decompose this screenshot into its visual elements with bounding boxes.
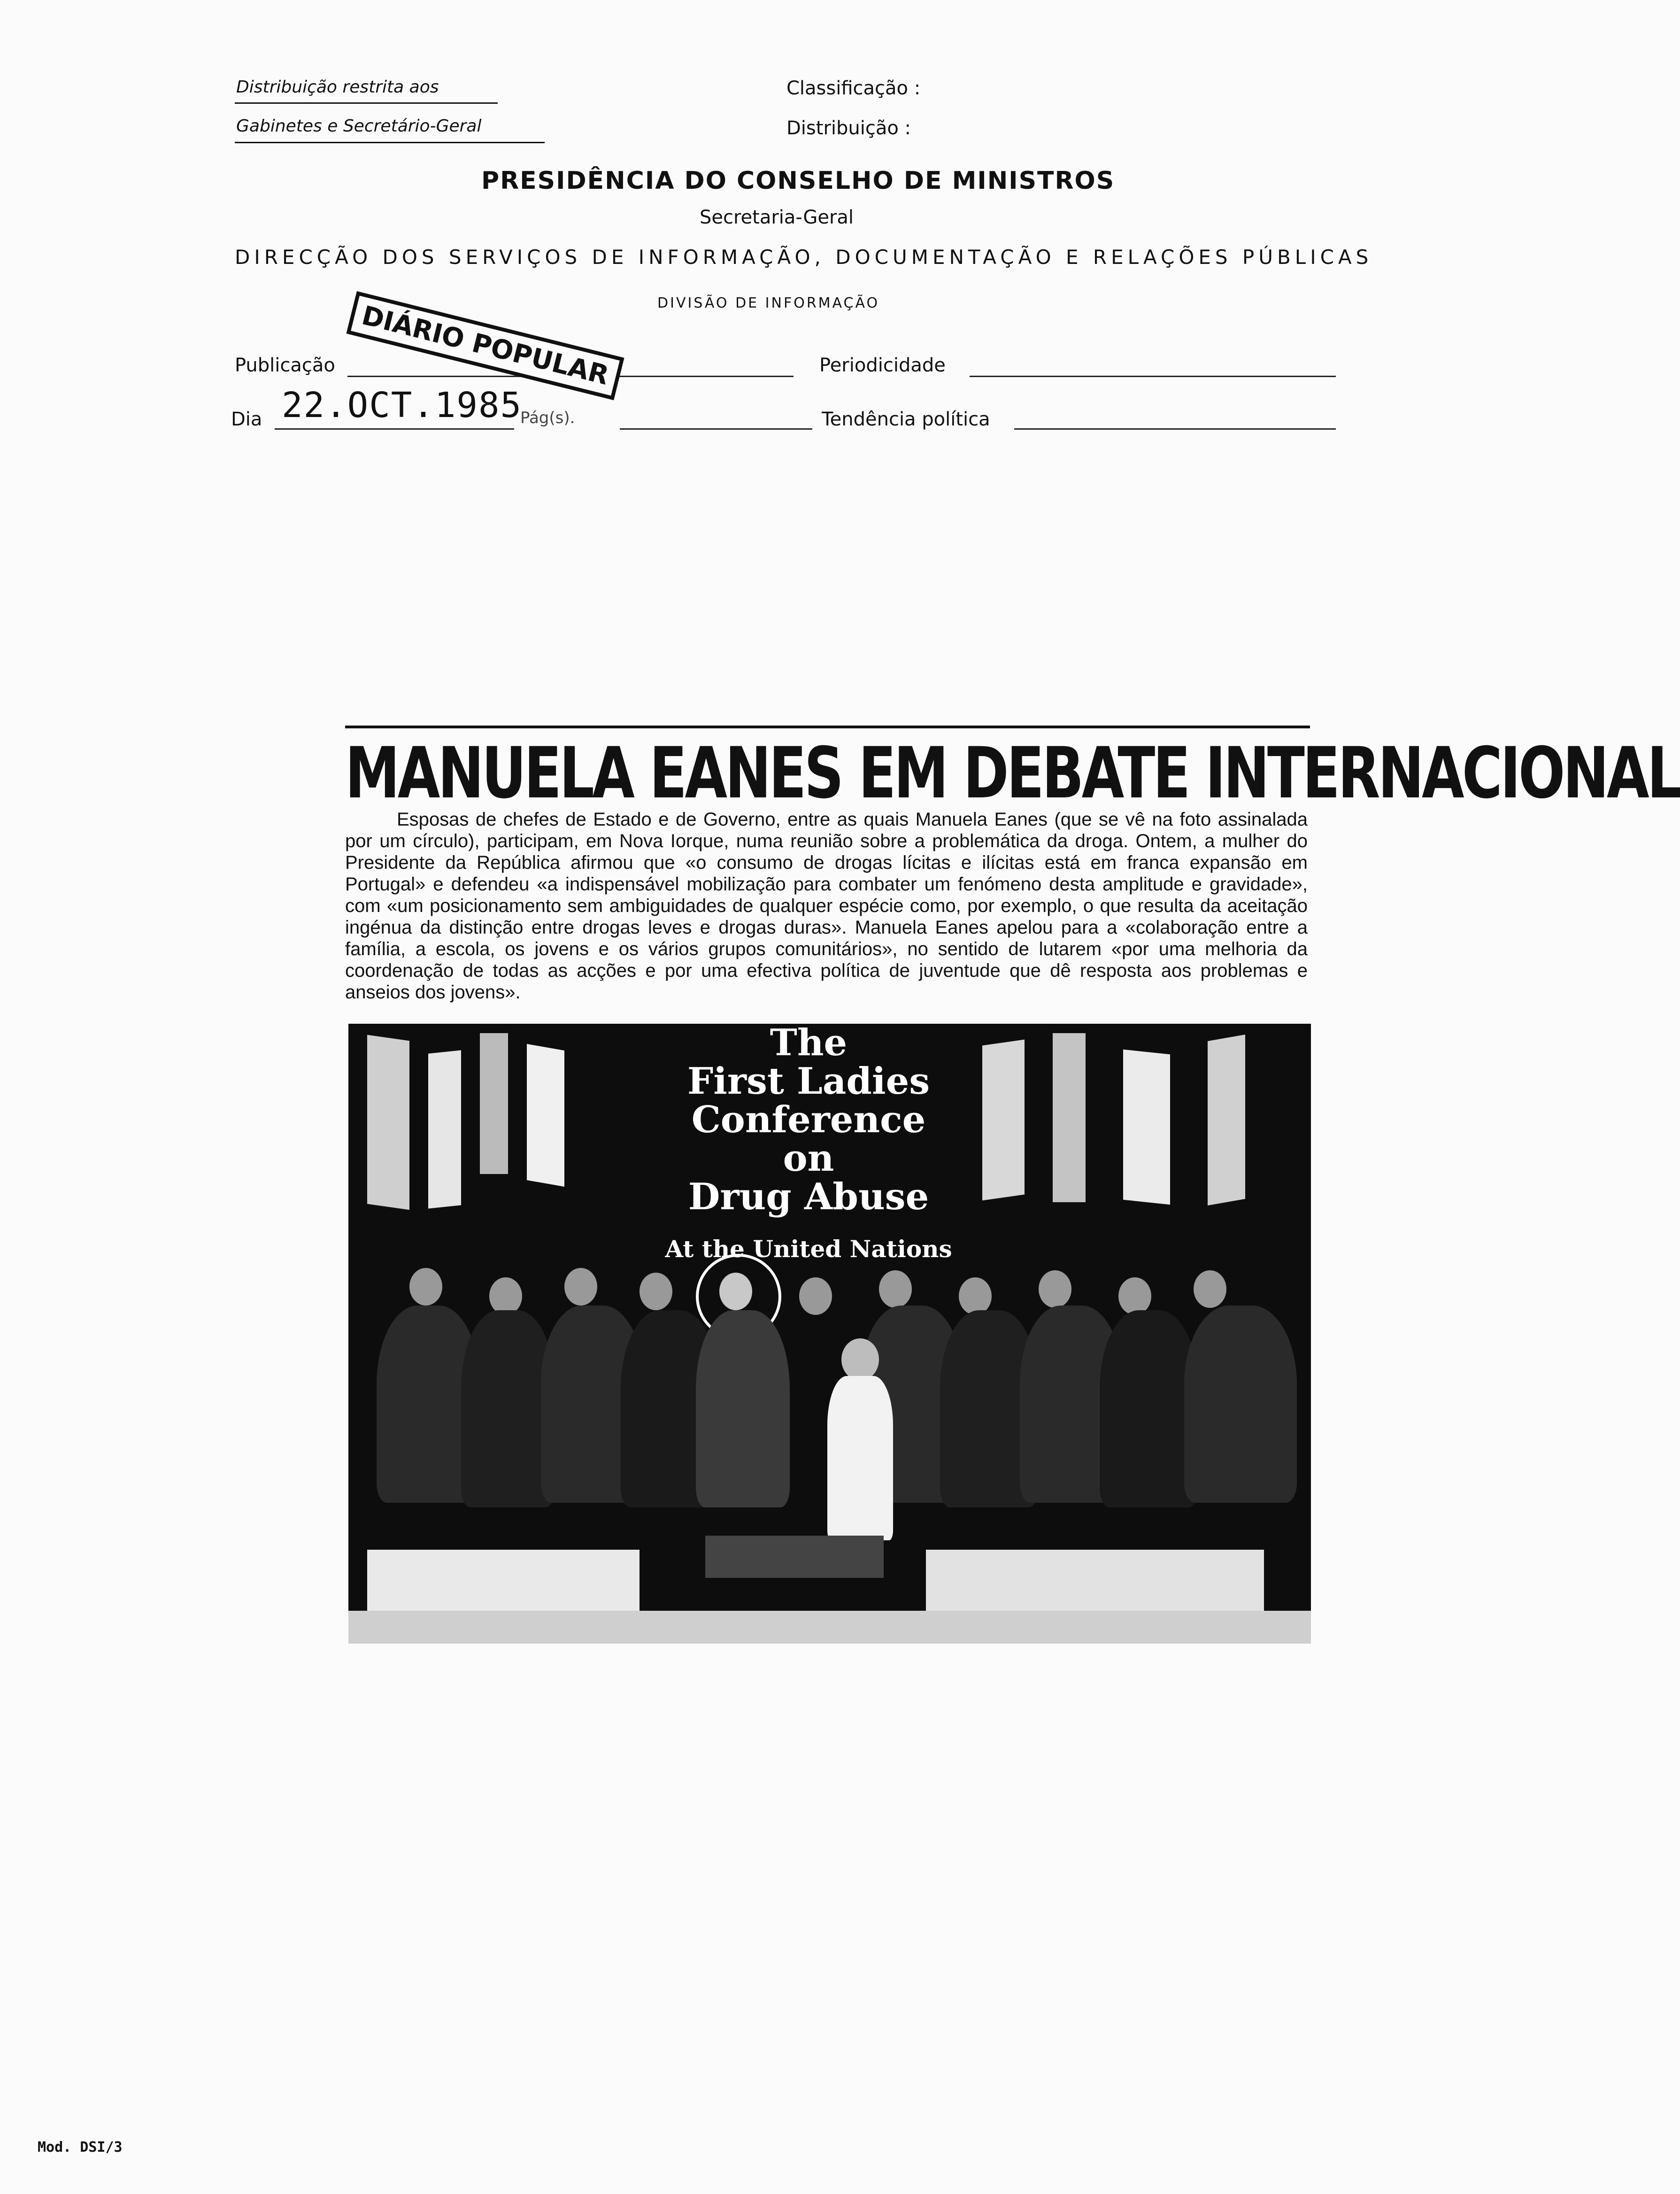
banner-line-2: First Ladies: [687, 1060, 930, 1103]
division: DIVISÃO DE INFORMAÇÃO: [657, 295, 880, 311]
flag-right-2: [1053, 1033, 1086, 1202]
restricted-distribution-line1: Distribuição restrita aos: [236, 77, 439, 97]
photo-banner: [640, 1021, 978, 1218]
periodicity-line: [970, 376, 1336, 377]
speaker-figure: [827, 1376, 893, 1540]
banner-line-3: Conference: [691, 1098, 926, 1141]
person-head: [1194, 1270, 1226, 1308]
person-head: [799, 1277, 832, 1315]
flag-left-2: [428, 1050, 461, 1208]
flag-right-4: [1208, 1035, 1245, 1205]
person-head: [1039, 1270, 1071, 1308]
conference-photo: [348, 1021, 1311, 1644]
person-head: [409, 1268, 442, 1306]
pages-line: [620, 428, 812, 430]
stage-floor: [348, 1611, 1311, 1644]
periodicity-label: Periodicidade: [819, 355, 946, 376]
directorate: DIRECÇÃO DOS SERVIÇOS DE INFORMAÇÃO, DOCUMENTAÇÃO E RELAÇÕES PÚBLICAS: [235, 246, 1373, 269]
restricted-underline-1: [235, 102, 498, 104]
clipping-top-rule: [345, 726, 1310, 728]
person-head: [640, 1273, 672, 1310]
flag-left-3: [480, 1033, 508, 1174]
stage-right: [926, 1550, 1264, 1611]
political-tendency-label: Tendência política: [822, 409, 990, 430]
crowd-figure: [1184, 1306, 1297, 1503]
article-headline: MANUELA EANES EM DEBATE INTERNACIONAL: [345, 733, 1680, 814]
crowd-figure: [696, 1310, 790, 1507]
photo-subbanner: At the United Nations: [665, 1235, 952, 1263]
flag-right-3: [1123, 1050, 1170, 1205]
secretariat: Secretaria-Geral: [700, 207, 854, 228]
classification-label: Classificação :: [786, 77, 921, 99]
person-head: [879, 1270, 912, 1308]
publication-stamp: DIÁRIO POPULAR: [347, 291, 624, 400]
banner-line-4: on: [783, 1137, 834, 1180]
stage-left: [367, 1550, 640, 1611]
banner-line-5: Drug Abuse: [688, 1175, 929, 1218]
podium-sign: [705, 1536, 884, 1578]
distribution-label: Distribuição :: [786, 117, 911, 139]
publication-label: Publicação: [235, 355, 335, 376]
flag-right-1: [982, 1040, 1025, 1201]
restricted-distribution-line2: Gabinetes e Secretário-Geral: [236, 116, 482, 136]
political-tendency-line: [1014, 428, 1336, 430]
person-head: [959, 1277, 992, 1315]
flag-left-4: [527, 1044, 564, 1187]
article-body: Esposas de chefes de Estado e de Governo, entre as quais Manuela Eanes (que se vê na foto assinalada por um círculo), participam, em Nova Iorque, numa reunião sobre a problemática da droga. Ontem, a mulher do Presidente da República afirmou que «o consumo de drogas lícitas e ilícitas está em franca expansão em Portugal» e defendeu «a indispensável mobilização para combater um fenómeno desta amplitude e gravidade», com «um posicionamento sem ambiguidades de qualquer espécie como, por exemplo, o que resulta da aceitação ingénua da distinção entre drogas leves e drogas duras». Manuela Eanes apelou para a «colaboração entre a família, a escola, os jovens e os vários grupos comunitários», no sentido de lutarem «por uma melhoria da coordenação de todas as acções e por uma efectiva política de juventude que dê resposta aos problemas e anseios dos jovens».: [345, 809, 1308, 1003]
day-value: 22.OCT.1985: [282, 385, 523, 425]
pages-label: Pág(s).: [520, 409, 575, 427]
person-head: [719, 1273, 752, 1310]
person-head: [564, 1268, 597, 1306]
form-code: Mod. DSI/3: [38, 2139, 123, 2155]
person-head: [1118, 1277, 1151, 1315]
speaker-head: [841, 1338, 879, 1381]
org-title: PRESIDÊNCIA DO CONSELHO DE MINISTROS: [481, 167, 1115, 195]
crowd-figure: [1100, 1310, 1198, 1507]
day-line: [275, 428, 514, 430]
day-label: Dia: [231, 409, 262, 430]
banner-line-1: The: [770, 1021, 848, 1064]
restricted-underline-2: [235, 142, 545, 143]
person-head: [489, 1277, 522, 1315]
flag-left-1: [367, 1035, 409, 1210]
